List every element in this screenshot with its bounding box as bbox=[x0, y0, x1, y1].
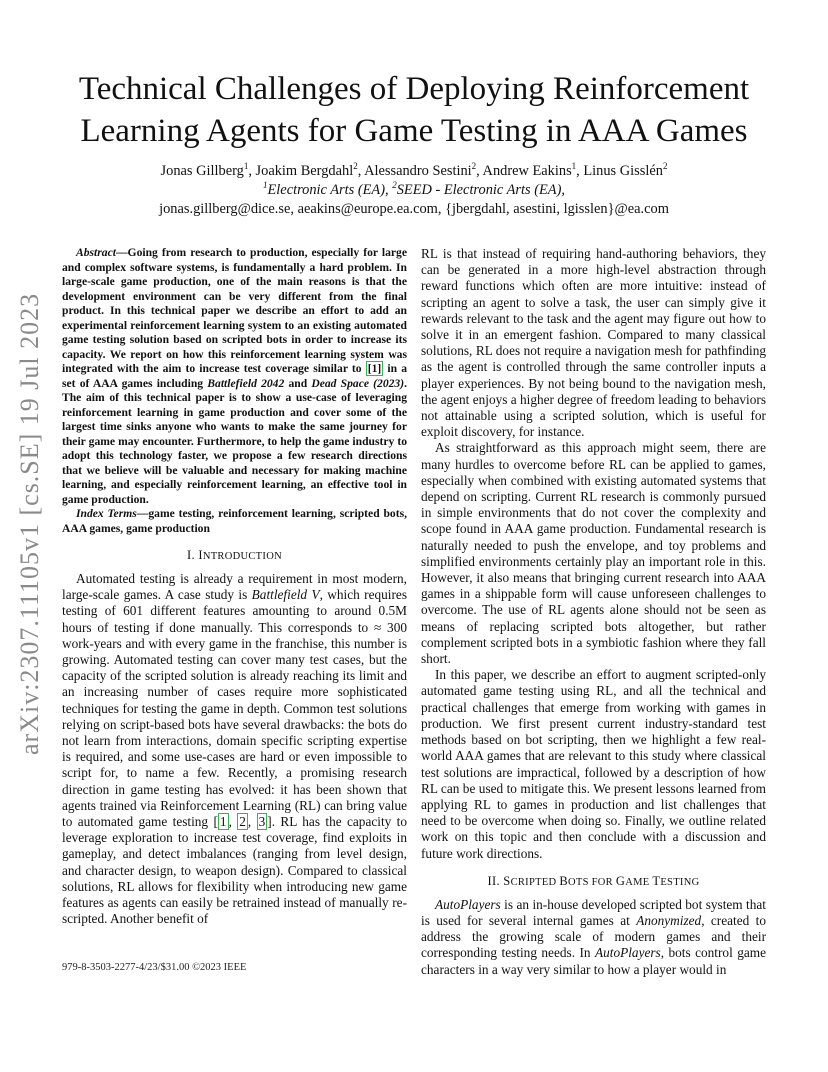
index-terms-label: Index Terms bbox=[76, 507, 137, 520]
abstract-text: and bbox=[284, 376, 312, 390]
paragraph: In this paper, we describe an effort to augment scripted-only automated game testing using RL, and all the technical and practical challenges that emerge from working with games in production. We first present current industry-standard test methods based on bot scripting, then we highlight a few real-world AAA games that are relevant to this study where classical test solutions are impractical, followed by a description of how RL can be used to mitigate this. We present lessons learned from applying RL to games in production and list challenges that need to be overcome when doing so. Finally, we outline related work on this topic and then conclude with a discussion and future work directions. bbox=[421, 667, 766, 861]
author-affiliation-mark: 2 bbox=[353, 161, 358, 172]
abstract-text: in a set of AAA games including bbox=[62, 362, 407, 390]
section-2-text bbox=[421, 897, 766, 978]
introduction-text: Automated testing is already a requirement in most modern, large-scale games. A case study is Battlefield V, which requires testing of 601 different features amounting to around 0.5M hours of testing if done manually. This corresponds to ≈ 300 work-years and with every game in the franchise, this number is growing. Automated testing can cover many test cases, but the capacity of the scripted solution is already reaching its limit and an increasing number of cases require more sophisticated techniques for testing the game in depth. Common test solutions relying on script-based bots have several drawbacks: the bots do not learn from interactions, domain specific scripting expertise is required, and some use-cases are hard or even impossible to script for, to name a few. Recently, a promising research direction in game testing has evolved: it has been shown that agents trained via Reinforcement Learning (RL) can bring value to automated game testing [ 1 , 2 , 3 ]. RL has the capacity to leverage exploration to increase test coverage, find exploits in gameplay, and detect imbalances (ranging from level design, and character design, to weapon design). Compared to classical solutions, RL allows for flexibility when introducing new game features as agents can easily be retrained instead of manually re-scripted. Another benefit of bbox=[62, 571, 408, 927]
system-name: AutoPlayers bbox=[594, 945, 661, 961]
right-column bbox=[421, 246, 766, 978]
paragraph-text: , bots control game characters in a way very similar to how a player would in bbox=[421, 945, 767, 977]
author-name: Linus Gisslén bbox=[583, 163, 663, 179]
author-name: Joakim Bergdahl bbox=[255, 163, 354, 179]
system-name: AutoPlayers bbox=[435, 896, 501, 912]
company-name: Anonymized bbox=[636, 912, 702, 928]
game-title: Battlefield V bbox=[251, 587, 320, 603]
paragraph-text: , created to address the growing scale of modern games and their corresponding testing needs. In bbox=[421, 912, 766, 961]
copyright-footer: 979-8-3503-2277-4/23/$31.00 ©2023 IEEE bbox=[62, 962, 247, 973]
index-terms: —game testing, reinforcement learning, scripted bots, AAA games, game production bbox=[62, 507, 407, 535]
title-line-1: Technical Challenges of Deploying Reinforcement bbox=[78, 71, 750, 107]
author-emails: jonas.gillberg@dice.se, aeakins@europe.ea.com, {jbergdahl, asestini, lgisslen}@ea.com bbox=[159, 201, 669, 217]
citation-link[interactable]: 1 bbox=[219, 814, 227, 830]
author-name: Alessandro Sestini bbox=[364, 163, 472, 179]
affiliation-2: SEED - Electronic Arts (EA), bbox=[396, 182, 565, 198]
abstract-text: . The aim of this technical paper is to show a use-case of leveraging reinforcement learning in game production and cover some of the largest time sinks anyone who wants to make the same journey for their game may encounter. Furthermore, to help the game industry to adopt this technology faster, we propose a few research directions that we believe will be valuable and necessary for making machine learning, and especially reinforcement learning, an effective tool in game production. bbox=[62, 376, 407, 506]
game-title: Dead Space (2023) bbox=[311, 376, 405, 390]
affiliation-1: Electronic Arts (EA), bbox=[267, 182, 393, 198]
paper-title bbox=[40, 68, 788, 152]
author-name: Jonas Gillberg bbox=[160, 163, 244, 179]
affiliations bbox=[40, 181, 788, 200]
author-affiliation-mark: 1 bbox=[571, 161, 577, 172]
author-name: Andrew Eakins bbox=[482, 163, 572, 179]
abstract bbox=[62, 246, 407, 536]
paragraph-text: Automated testing is already a requirement in most modern, large-scale games. A case study is bbox=[62, 571, 407, 603]
paragraph: RL is that instead of requiring hand-authoring behaviors, they can be generated in a more high-level abstraction through reward functions which often are more intuitive: instead of scripting an agent to solve a task, the user can simply give it rewards relevant to the task and the agent may figure out how to solve it in an emergent fashion. Compared to many classical solutions, RL does not require a navigation mesh for pathfinding as the agent is controlled through the same controller inputs a player experiences. By not being bound to the navigation mesh, the agent enjoys a higher degree of freedom leading to behaviors not attainable using a scripted solution, which is useful for exploit discovery, for instance. bbox=[421, 246, 766, 440]
author-affiliation-mark: 2 bbox=[471, 161, 477, 172]
paragraph-text: . RL has the capacity to leverage exploration to increase test coverage, find exploits in gameplay, and detect imbalances (ranging from level design, and character design, to weapon design). Compared to classical solutions, RL allows for flexibility when introducing new game features as agents can easily be retrained instead of manually re-scripted. Another benefit of bbox=[62, 814, 407, 927]
author-list: Jonas Gillberg$^1$, Joakim Bergdahl$^2$, Alessandro Sestini$^2$, Andrew Eakins$^1$, Linus Gisslén$^2$ bbox=[160, 161, 668, 179]
affiliation-mark: 2 bbox=[392, 180, 397, 191]
abstract-text: —Going from research to production, especially for large and complex software systems, is fundamentally a hard problem. In large-scale game production, one of the main reasons is that the development environment can be very different from the final product. In this technical paper we describe an effort to add an experimental reinforcement learning system to an existing automated game testing solution based on scripted bots in order to increase its capacity. We report on how this reinforcement learning system was integrated with the aim to increase test coverage similar to bbox=[62, 246, 407, 375]
citation-link[interactable]: 3 bbox=[258, 814, 266, 830]
game-title: Battlefield 2042 bbox=[207, 376, 285, 390]
abstract-label: Abstract bbox=[76, 246, 116, 259]
arxiv-identifier: arXiv:2307.11105v1 [cs.SE] 19 Jul 2023 bbox=[15, 292, 44, 755]
affiliation-mark: 1 bbox=[263, 180, 268, 191]
paragraph-text: , which requires testing of 601 different features amounting to around 0.5M hours of testing if done manually. This corresponds to ≈ 300 work-years and with every game in the franchise, this number is growing. Automated testing can cover many test cases, but the capacity of the scripted solution is already reaching its limit and an increasing number of cases require more sophisticated techniques for testing the game in depth. Common test solutions relying on script-based bots have several drawbacks: the bots do not learn from interactions, domain specific scripting expertise is required, and some use-cases are hard or even impossible to script for, to name a few. Recently, a promising research direction in game testing has evolved: it has been shown that agents trained via Reinforcement Learning (RL) can bring value to automated game testing bbox=[62, 587, 408, 830]
author-affiliation-mark: 2 bbox=[662, 161, 668, 172]
paragraph: As straightforward as this approach might seem, there are many hurdles to overcome before RL can be applied to games, especially when combined with existing automated systems that depend on scripting. Current RL research is commonly pursued in simple environments that do not cover the complexity and scope found in AAA game production. Fundamental research is naturally needed to push the envelope, and toy problems and simplified environments certainly play an important role in this. However, it also means that bringing current research into AAA games in a shippable form will cause unforeseen challenges to overcome. The use of RL agents alone should not be seen as means of replacing scripted bots altogether, but rather complement scripted bots in a symbiotic fashion where they fall short. bbox=[421, 440, 766, 667]
section-heading-introduction: I. INTRODUCTION bbox=[187, 548, 282, 562]
author-affiliation-mark: 1 bbox=[243, 161, 249, 172]
left-column bbox=[62, 246, 407, 927]
citation-link[interactable]: 2 bbox=[239, 814, 246, 830]
title-line-2: Learning Agents for Game Testing in AAA Games bbox=[80, 113, 748, 149]
citation-link[interactable]: [1] bbox=[367, 362, 382, 375]
section-heading-scripted-bots: II. SCRIPTED BOTS FOR GAME TESTING bbox=[487, 873, 700, 888]
paragraph-text: is an in-house developed scripted bot system that is used for several internal games at bbox=[421, 896, 766, 928]
